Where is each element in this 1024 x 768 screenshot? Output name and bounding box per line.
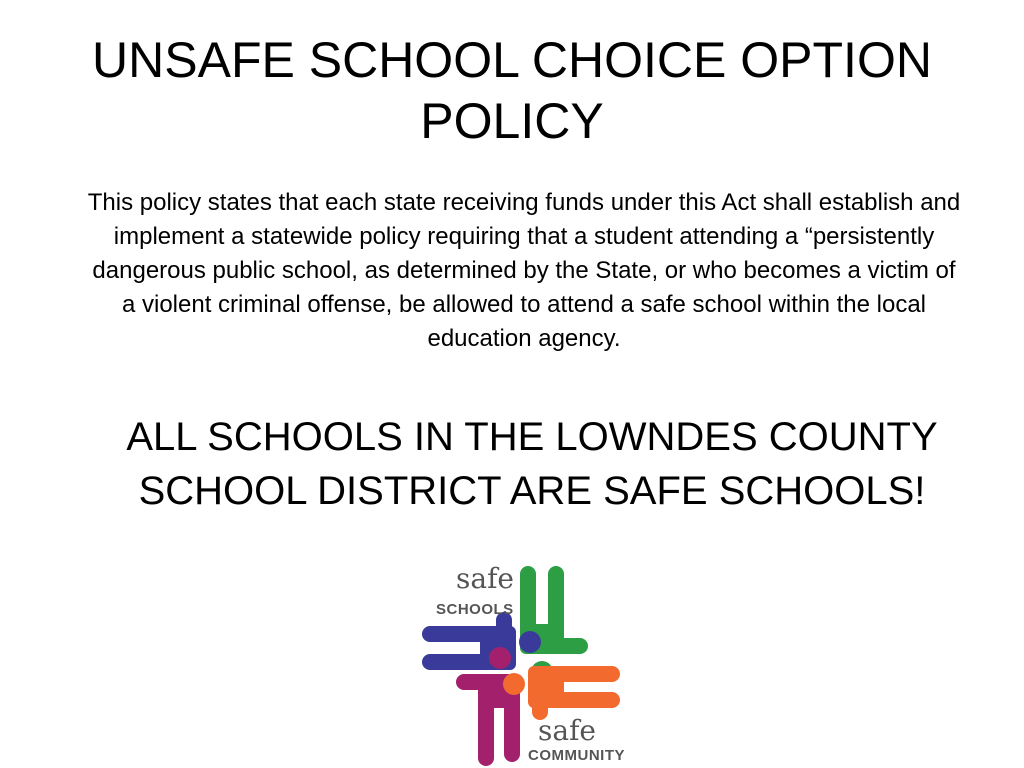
svg-text:SCHOOLS: SCHOOLS [436,601,514,618]
green-figure-shape [520,566,588,683]
policy-description: This policy states that each state receiving funds under this Act shall establish and implement a statewide policy requiring that a student attending a “persistently dangerous public school, as determined by the State, or who becomes a victim of a violent criminal offense, be allowed to attend a safe school within the local education agency. [87,189,961,352]
svg-text:COMMUNITY: COMMUNITY [528,747,625,764]
svg-text:safe: safe [456,562,514,595]
slide-title: UNSAFE SCHOOL CHOICE OPTION POLICY [92,32,932,149]
orange-figure-shape [503,666,620,720]
safe-schools-logo-icon [416,562,626,768]
svg-text:safe: safe [538,714,596,747]
safe-schools-callout: ALL SCHOOLS IN THE LOWNDES COUNTY SCHOOL DISTRICT ARE SAFE SCHOOLS! [126,415,938,513]
